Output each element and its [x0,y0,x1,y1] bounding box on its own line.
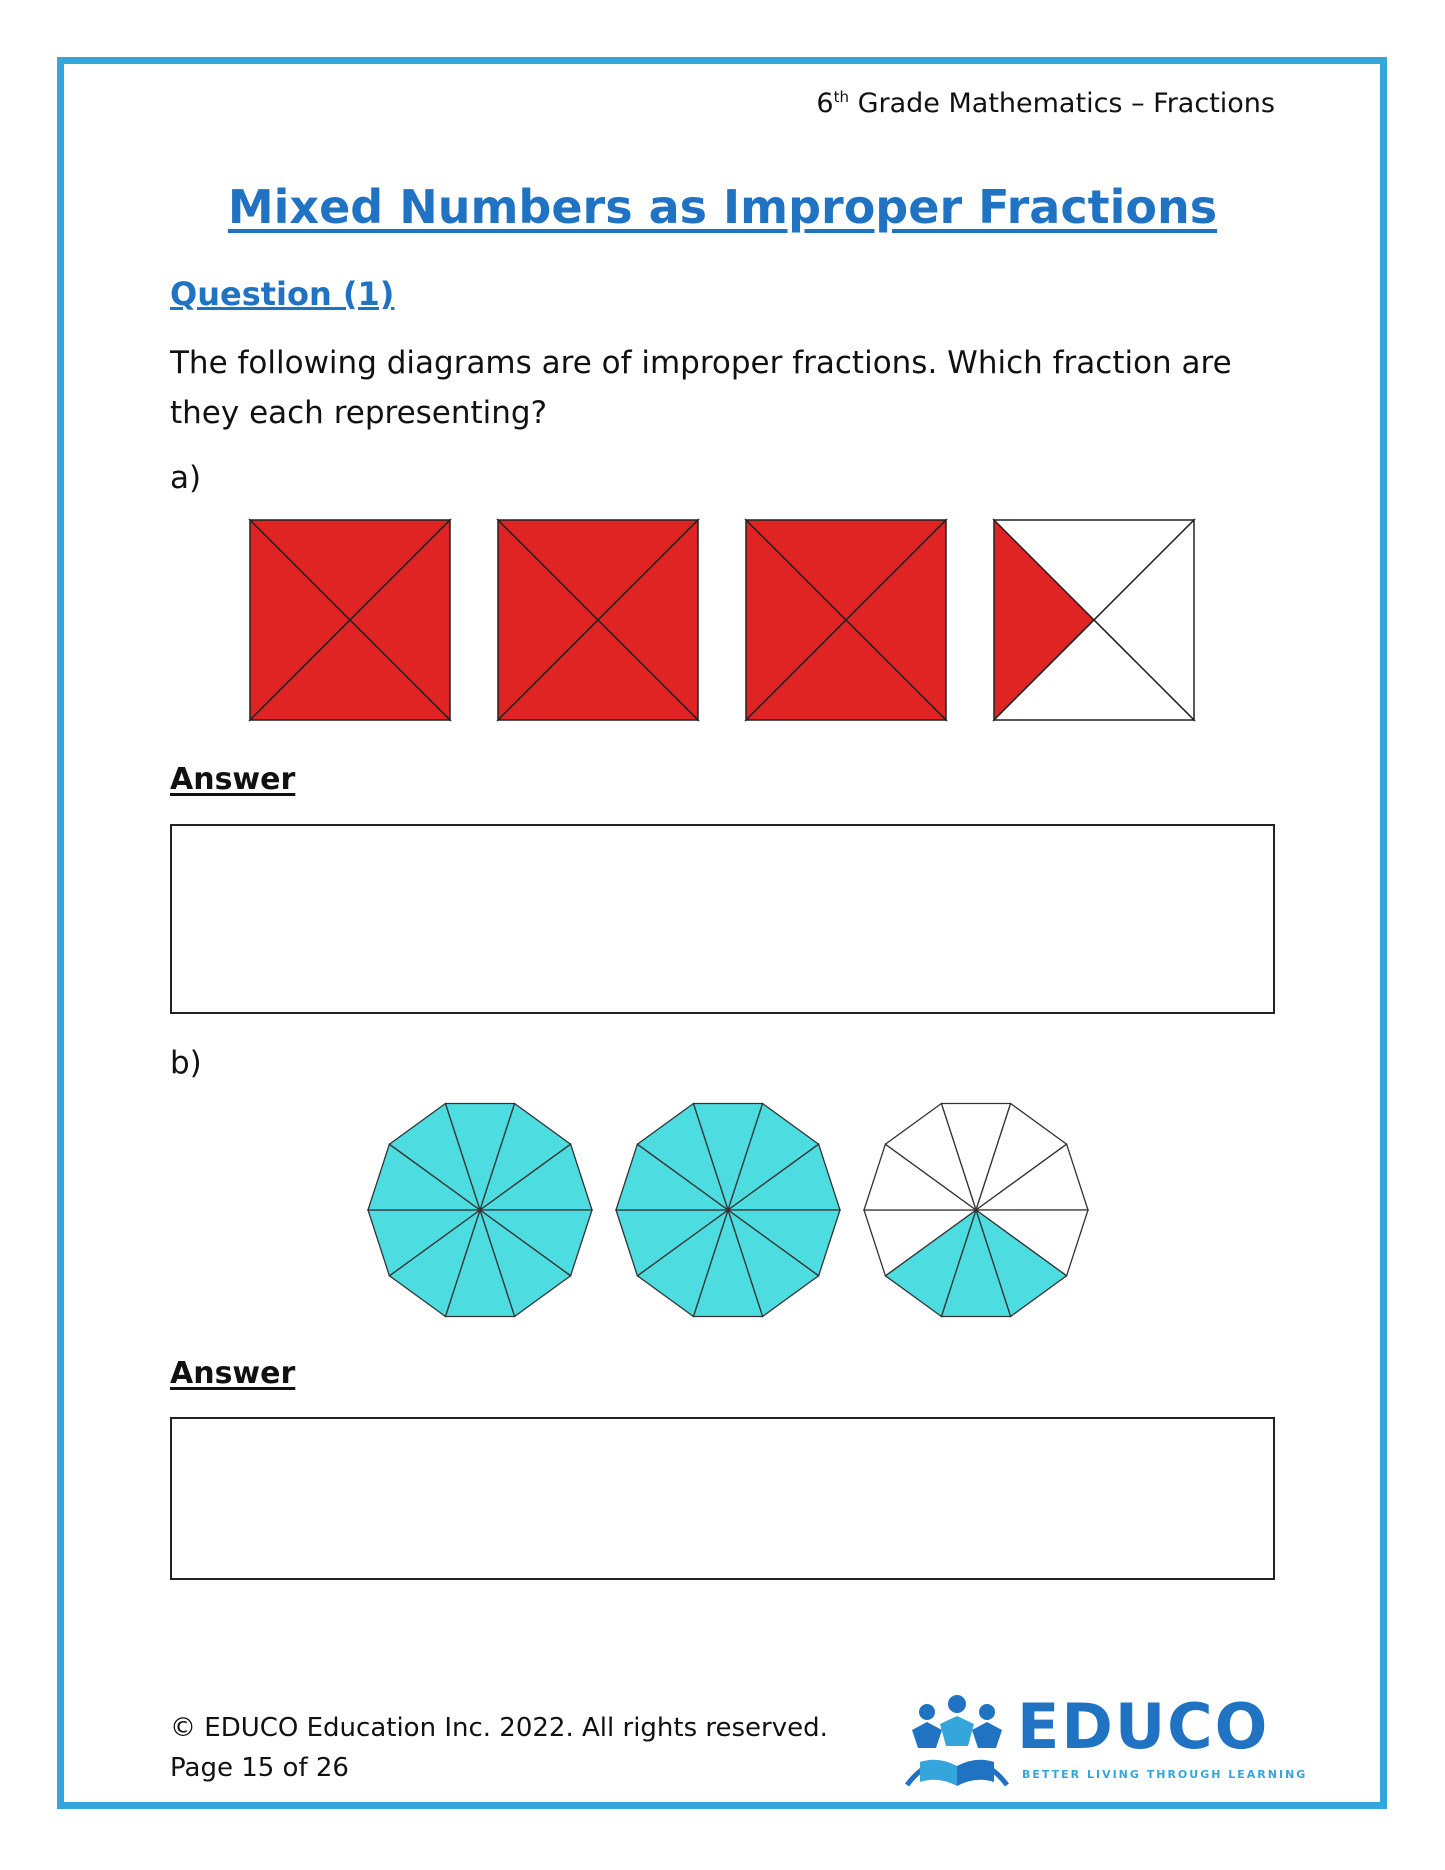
page-title: Mixed Numbers as Improper Fractions [227,180,1218,234]
part-b-answer-box[interactable] [170,1417,1275,1580]
part-a-label: a) [170,460,202,496]
page-number: Page 15 of 26 [170,1753,349,1783]
question-text: The following diagrams are of improper fractions. Which fraction are they each representing? [170,345,1232,431]
part-b-answer-label: Answer [170,1356,296,1391]
square-whole-1 [250,520,450,720]
square-whole-2 [498,520,698,720]
part-a-answer-box[interactable] [170,824,1275,1014]
grade-suffix: th [833,88,849,106]
square-whole-3 [746,520,946,720]
decagon-whole-2 [616,1104,840,1317]
grade-number: 6 [816,88,834,119]
logo-tagline: BETTER LIVING THROUGH LEARNING [1022,1768,1308,1781]
part-a-diagram [245,518,1205,723]
header-subject: Grade Mathematics – Fractions [849,88,1275,119]
question-label: Question (1) [170,275,395,313]
part-b-diagram [355,1098,1095,1323]
part-a-answer-label: Answer [170,762,296,797]
part-b-label: b) [170,1045,202,1081]
decagon-whole-3 [864,1104,1088,1317]
decagon-whole-1 [368,1104,592,1317]
logo-people-book-icon [902,1690,1012,1790]
logo-wordmark: EDUCO [1017,1690,1270,1763]
educo-logo [902,1690,1308,1790]
copyright-text: © EDUCO Education Inc. 2022. All rights reserved. [170,1713,828,1743]
page-header [816,88,1275,119]
square-whole-4 [994,520,1194,720]
